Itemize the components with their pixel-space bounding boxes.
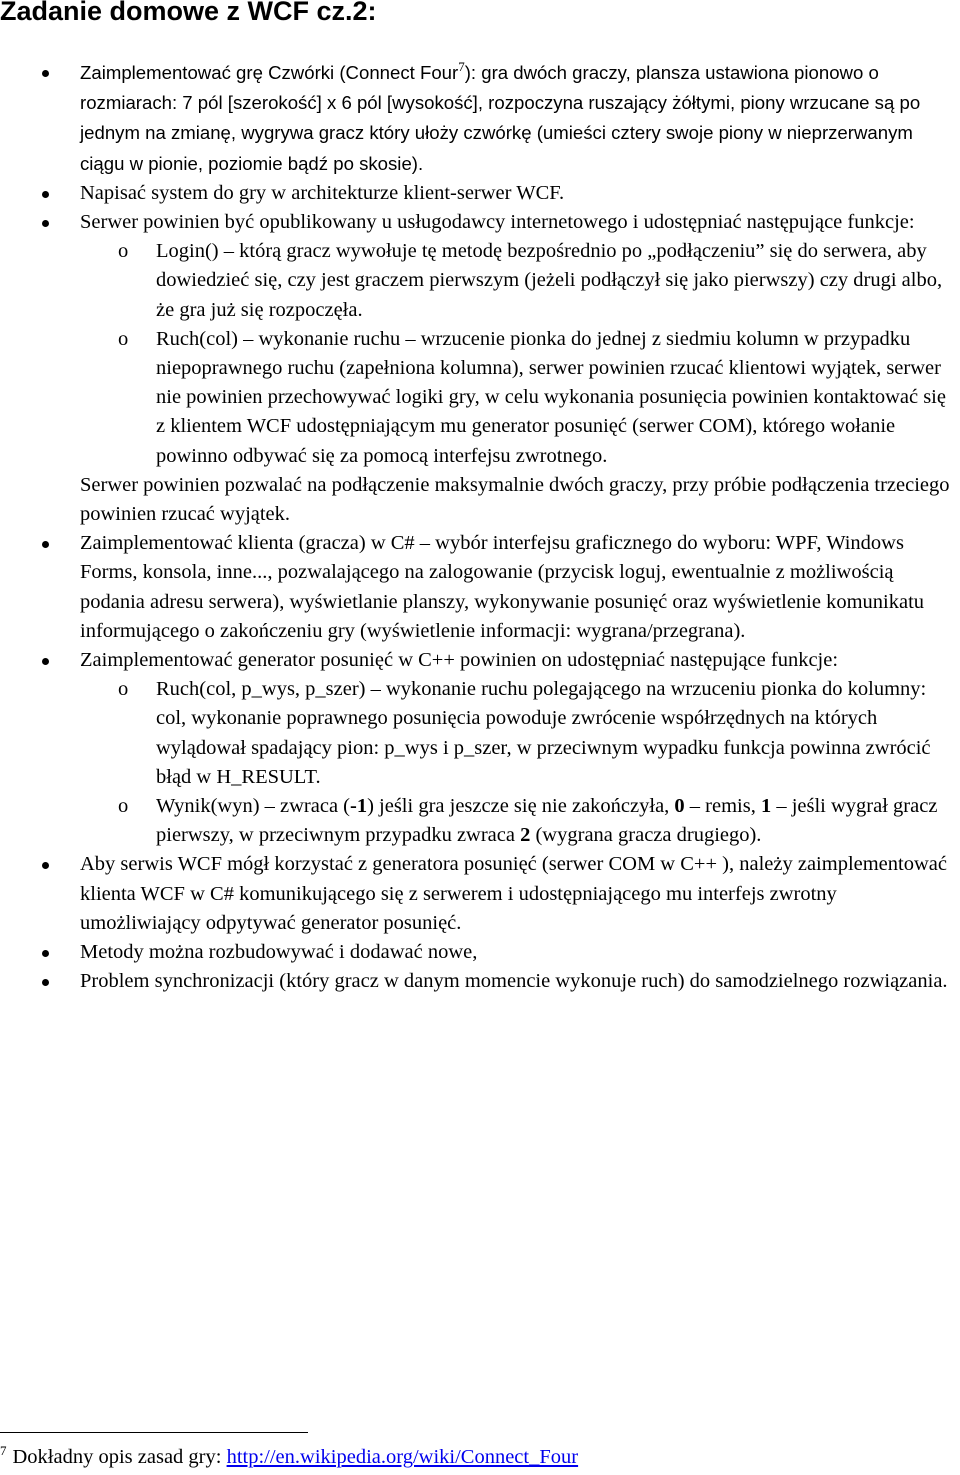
wynik-value-zero: 0	[674, 795, 685, 818]
wynik-text-3: – remis,	[684, 795, 761, 818]
page-title: Zadanie domowe z WCF cz.2:	[0, 0, 377, 26]
client-text: Zaimplementować klienta (gracza) w C# – wybór interfejsu graficznego do wyboru: WPF, Windows Forms, konsola, inne..., pozwalającego na zalogowanie (przycisk loguj, ewentualnie z możliwością podania adresu serwera), wyświetlanie planszy, wykonywanie posunięć oraz wyświetlenie komunikatu informującego o zakończeniu gry (wyświetlenie informacji: wygrana/przegrana).	[80, 532, 925, 642]
list-item-sync	[0, 967, 960, 996]
bullet-icon	[42, 220, 49, 227]
sub-item-ruch-generator	[0, 675, 960, 792]
circle-marker-icon: o	[118, 678, 129, 701]
methods-text: Metody można rozbudowywać i dodawać nowe,	[80, 941, 478, 964]
bullet-icon	[42, 950, 49, 957]
circle-marker-icon: o	[118, 795, 129, 818]
wynik-value-minus-one: -1	[350, 795, 368, 818]
list-item-connect-four	[0, 58, 960, 179]
list-item-generator	[0, 646, 960, 675]
footnote	[0, 1444, 578, 1470]
sub-item-wynik	[0, 792, 960, 850]
wynik-text-5: (wygrana gracza drugiego).	[530, 824, 762, 847]
generator-intro-text: Zaimplementować generator posunięć w C++ powinien on udostępniać następujące funkcje:	[80, 649, 839, 672]
bullet-icon	[42, 541, 49, 548]
list-item-methods	[0, 938, 960, 967]
sync-text: Problem synchronizacji (który gracz w danym momencie wykonuje ruch) do samodzielnego rozwiązania.	[80, 970, 948, 993]
circle-marker-icon: o	[118, 240, 129, 263]
system-text: Napisać system do gry w architekturze klient-serwer WCF.	[80, 181, 565, 204]
list-item-wcf-client	[0, 850, 960, 938]
footnote-reference[interactable]: 7	[458, 59, 465, 74]
assignment-list	[0, 58, 960, 997]
bullet-icon	[42, 862, 49, 869]
connect-four-text-b: ): gra dwóch graczy, plansza ustawiona pionowo o rozmiarach: 7 pól [szerokość] x 6 pól [wysokość], rozpoczyna ruszający żółtymi, piony wrzucane są po jednym na zmianę, wygrywa gracz który ułoży czwórkę (umieści cztery swoje piony w nieprzerwanym ciągu w pionie, poziomie bądź po skosie).	[80, 62, 921, 174]
wynik-value-one: 1	[760, 795, 772, 818]
list-item-server	[0, 208, 960, 237]
footnote-number: 7	[0, 1443, 7, 1458]
ruch-col-function-text: Ruch(col) – wykonanie ruchu – wrzucenie pionka do jednej z siedmiu kolumn w przypadku niepoprawnego ruchu (zapełniona kolumna), serwer powinien rzucać klientowi wyjątek, serwer nie powinien przechowywać logiki gry, w celu wykonania posunięcia powinien kontaktować się z klientem WCF udostępniającym mu generator posunięć (serwer COM), którego wołanie powinno odbywać się za pomocą interfejsu zwrotnego.	[156, 327, 946, 467]
bullet-icon	[42, 70, 49, 77]
wynik-value-two: 2	[520, 824, 531, 847]
bullet-icon	[42, 979, 49, 986]
wynik-text-4: – jeśli wygrał gracz pierwszy, w przeciwnym przypadku zwraca	[156, 795, 938, 847]
server-note: Serwer powinien pozwalać na podłączenie maksymalnie dwóch graczy, przy próbie podłączenia trzeciego powinien rzucać wyjątek.	[80, 473, 950, 526]
list-item-system	[0, 179, 960, 208]
connect-four-text-a: Zaimplementować grę Czwórki (Connect Four	[80, 62, 459, 83]
wynik-text-1: Wynik(wyn) – zwraca (	[156, 795, 350, 818]
sub-item-ruch-col	[0, 325, 960, 471]
bullet-icon	[42, 191, 49, 198]
footnote-text: Dokładny opis zasad gry:	[12, 1446, 227, 1468]
list-item-client	[0, 529, 960, 646]
ruch-generator-text: Ruch(col, p_wys, p_szer) – wykonanie ruchu polegającego na wrzuceniu pionka do kolumny: col, wykonanie poprawnego posunięcia powoduje zwrócenie współrzędnych na których wylądował spadający pion: p_wys i p_szer, w przeciwnym wypadku funkcja powinna zwrócić błąd w H_RESULT.	[156, 678, 931, 788]
wynik-text-2: ) jeśli gra jeszcze się nie zakończyła,	[367, 795, 675, 818]
circle-marker-icon: o	[118, 327, 129, 350]
server-intro-text: Serwer powinien być opublikowany u usługodawcy internetowego i udostępniać następujące funkcje:	[80, 211, 915, 234]
wcf-client-text: Aby serwis WCF mógł korzystać z generatora posunięć (serwer COM w C++ ), należy zaimplementować klienta WCF w C# komunikującego się z serwerem i udostępniającego mu interfejs zwrotny umożliwiający odpytywać generator posunięć.	[80, 853, 947, 934]
bullet-icon	[42, 658, 49, 665]
footnote-link[interactable]: http://en.wikipedia.org/wiki/Connect_Four	[226, 1446, 579, 1468]
login-function-text: Login() – którą gracz wywołuje tę metodę bezpośrednio po „podłączeniu” się do serwera, aby dowiedzieć się, czy jest graczem pierwszym (jeżeli podłączył się jako pierwszy) czy drugi albo, że gra już się rozpoczęła.	[156, 240, 943, 321]
footnote-separator	[0, 1432, 308, 1433]
sub-item-login	[0, 237, 960, 325]
